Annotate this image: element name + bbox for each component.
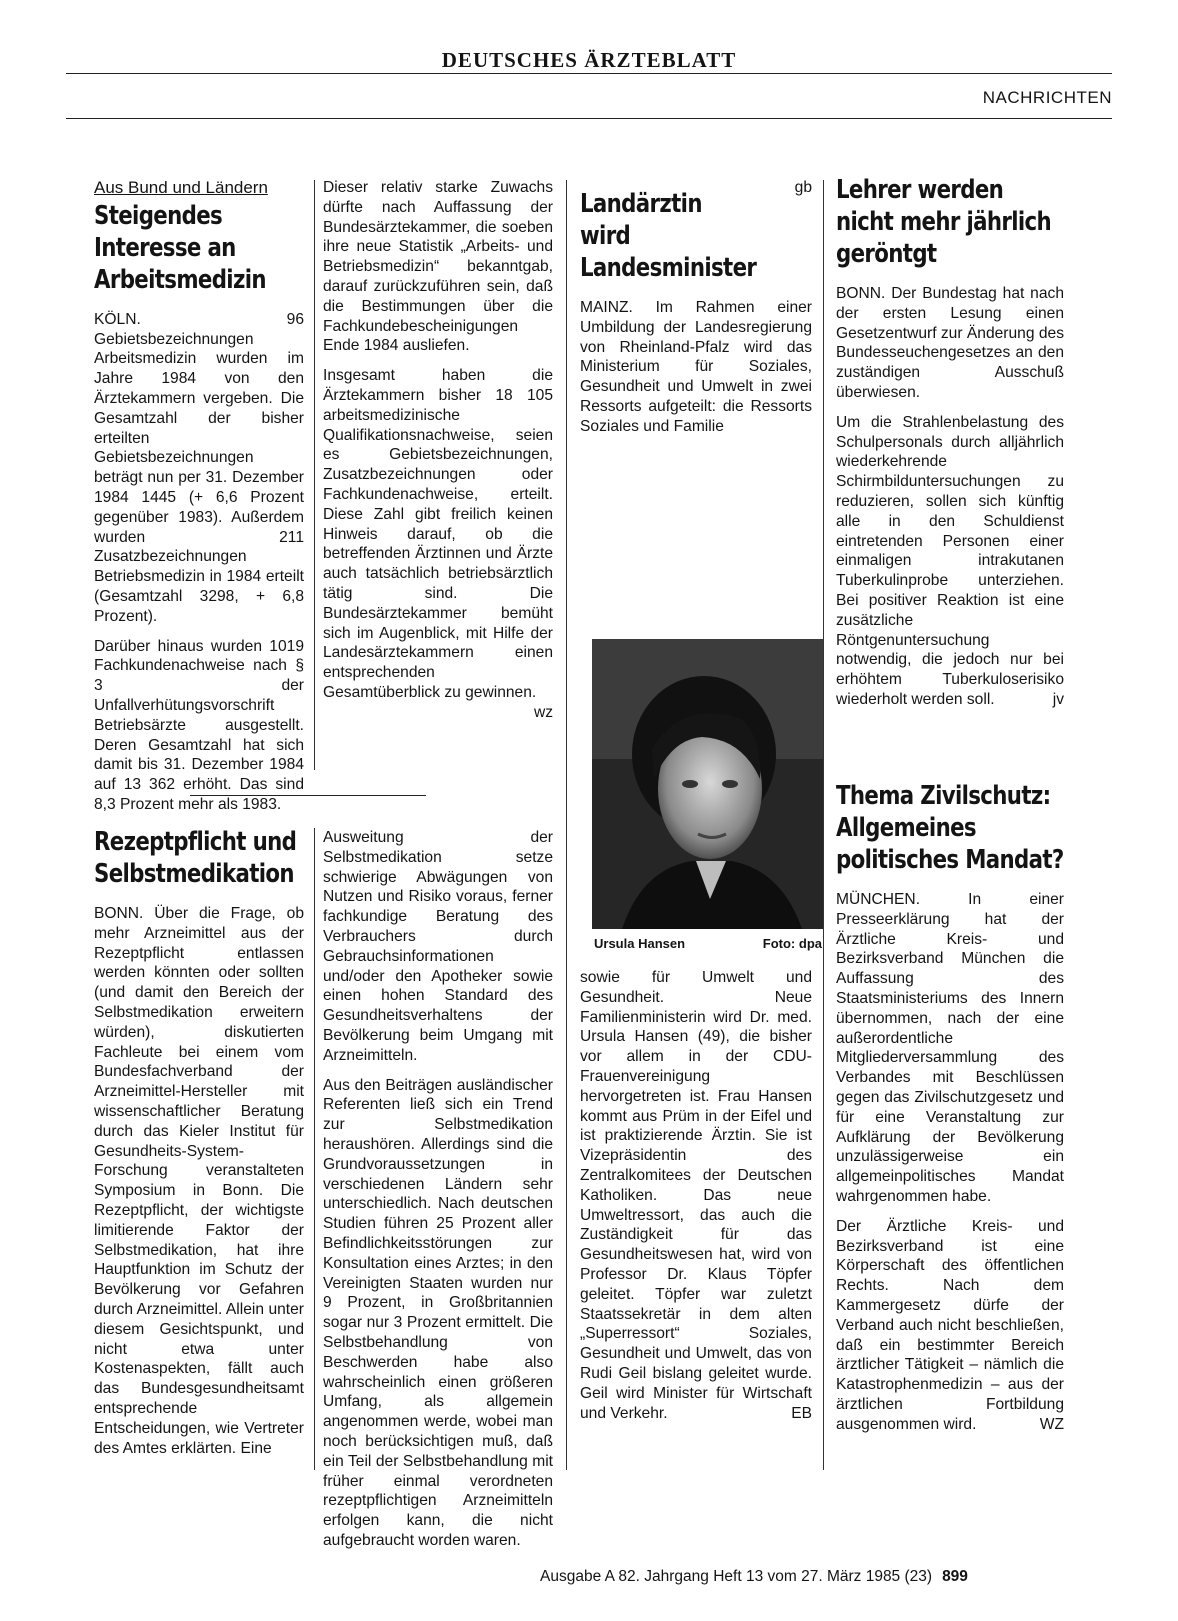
paragraph: BONN. Über die Frage, ob mehr Arzneimittel aus der Rezeptpflicht entlassen werden könnten oder sollten (und damit den Bereich der Selbstmedikation erweitern würden), diskutierten Fachleute bei einem vom Bundesfachverband der Arzneimittel-Hersteller mit wissenschaftlicher Beratung durch das Kieler Institut für Gesundheits-System-Forschung veranstalteten Symposium in Bonn. Die Rezeptpflicht, der wichtigste limitierende Faktor der Selbstmedikation, hat ihre Hauptfunktion im Schutz der Bevölkerung vor Gefahren durch Arzneimittel. Allein unter diesem Gesichtspunkt, und nicht etwa unter Kostenaspekten, fällt auch das Bundesgesundheitsamt entsprechende Entscheidungen, wie Vertreter des Amtes erklärten. Eine bbox=[94, 905, 304, 1457]
caption-credit: Foto: dpa bbox=[762, 936, 822, 951]
issue-info: Ausgabe A 82. Jahrgang Heft 13 vom 27. März 1985 (23) bbox=[540, 1568, 933, 1585]
paragraph bbox=[836, 1217, 1064, 1435]
column-rule bbox=[566, 180, 567, 1470]
paragraph bbox=[836, 413, 1064, 710]
headline-landaerztin: Landärztin wird Landesminister bbox=[580, 189, 757, 283]
kicker: Aus Bund und Ländern bbox=[94, 178, 268, 197]
article-lehrer-col4 bbox=[836, 174, 1064, 720]
headline-arbeitsmedizin: Steigendes Interesse an Arbeitsmedizin bbox=[94, 200, 266, 295]
paragraph: BONN. Der Bundestag hat nach der ersten Lesung einen Gesetzentwurf zur Änderung des Bundesseuchengesetzes an den zuständigen Ausschuß überwiesen. bbox=[836, 285, 1064, 401]
author-signature: wz bbox=[533, 703, 553, 721]
masthead: DEUTSCHES ÄRZTEBLATT bbox=[441, 48, 737, 72]
author-signature: gb bbox=[794, 179, 812, 196]
article-separator bbox=[190, 795, 426, 796]
column-rule bbox=[314, 180, 315, 770]
article-landaerztin-col3 bbox=[580, 178, 812, 447]
paragraph: MAINZ. Im Rahmen einer Umbildung der Landesregierung von Rheinland-Pfalz wird das Ministerium für Soziales, Gesundheit und Umwelt in zwei Ressorts aufgeteilt: die Ressorts Soziales und Familie bbox=[580, 299, 812, 435]
portrait-image bbox=[592, 639, 824, 929]
paragraph: Aus den Beiträgen ausländischer Referenten ließ sich ein Trend zur Selbstmedikation heraushören. Allerdings sind die Grundvoraussetzungen in verschiedenen Ländern sehr unterschiedlich. Nach deutschen Studien führen 25 Prozent aller Befindlichkeitsstörungen zur Konsultation eines Arztes; in den Vereinigten Staaten wurden nur 9 Prozent, in Großbritannien sogar nur 3 Prozent ermittelt. Die Selbstbehandlung von Beschwerden habe also wahrscheinlich einen größeren Umfang, als allgemein angenommen werde, wobei man noch berücksichtigen muß, daß ein Teil der Selbstbehandlung mit früher einmal verordneten rezeptpflichtigen Arzneimitteln erfolgen kann, die nicht aufgebraucht worden waren. bbox=[323, 1076, 553, 1549]
page-footer bbox=[540, 1568, 968, 1586]
article-landaerztin-col3-cont bbox=[580, 968, 812, 1433]
section-label: NACHRICHTEN bbox=[982, 88, 1112, 107]
portrait-photo bbox=[592, 639, 824, 929]
author-signature: WZ bbox=[1039, 1415, 1064, 1433]
paragraph-text: Um die Strahlenbelastung des Schulpersonals durch alljährlich wiederkehrende Schirmbilduntersuchungen zu reduzieren, sollen sich künftig alle in den Schuldienst eintretenden Personen einer einmaligen intrakutanen Tuberkulinprobe unterziehen. Bei positiver Reaktion ist eine zusätzliche Röntgenuntersuchung notwendig, die jedoch nur bei erhöhtem Tuberkuloserisiko wiederholt werden soll. bbox=[836, 413, 1064, 708]
paragraph-text: sowie für Umwelt und Gesundheit. Neue Familienministerin wird Dr. med. Ursula Hansen (49), die bisher vor allem in der CDU-Frauenvereinigung hervorgetreten ist. Frau Hansen kommt aus Prüm in der Eifel und ist praktizierende Ärztin. Sie ist Vizepräsidentin des Zentralkomitees der Deutschen Katholiken. Das neue Umweltressort, das auch die Zuständigkeit für das Gesundheitswesen hat, wird von Professor Dr. Klaus Töpfer geleitet. Töpfer war zuletzt Staatssekretär in dem alten „Superressort“ Soziales, Gesundheit und Umwelt, das von Rudi Geil bislang geleitet wurde. Geil wird Minister für Wirtschaft und Verkehr. bbox=[580, 969, 812, 1422]
paragraph: Ausweitung der Selbstmedikation setze schwierige Abwägungen von Nutzen und Risiko voraus, ferner fachkundige Beratung des Verbrauchers durch Gebrauchsinformationen und/oder den Apotheker sowie einen hohen Standard des Gesundheitsverhaltens der Bevölkerung beim Umgang mit Arzneimitteln. bbox=[323, 829, 553, 1064]
headline-rezept: Rezeptpflicht und Selbstmedikation bbox=[94, 827, 297, 889]
paragraph: Darüber hinaus wurden 1019 Fachkundenachweise nach § 3 der Unfallverhütungsvorschrift Betriebsärzte ausgestellt. Deren Gesamtzahl hat sich damit bis 31. Dezember 1984 auf 13 362 erhöht. Das sind 8,3 Prozent mehr als 1983. bbox=[94, 637, 304, 813]
column-rule bbox=[823, 180, 824, 1470]
article-arbeitsmedizin-col1 bbox=[94, 178, 304, 825]
article-arbeitsmedizin-col2 bbox=[323, 178, 553, 723]
header-rule bbox=[66, 118, 1112, 119]
paragraph bbox=[580, 968, 812, 1423]
author-signature: jv bbox=[1052, 690, 1064, 708]
headline-lehrer: Lehrer werden nicht mehr jährlich geröntgt bbox=[836, 175, 1052, 269]
article-zivilschutz-col4 bbox=[836, 780, 1064, 1445]
photo-caption bbox=[594, 936, 822, 951]
paragraph bbox=[323, 366, 553, 721]
article-rezept-col1 bbox=[94, 826, 304, 1468]
paragraph-text: Insgesamt haben die Ärztekammern bisher 18 105 arbeitsmedizinische Qualifikationsnachweise, seien es Gebietsbezeichnungen, Zusatzbezeichnungen oder Fachkundenachweise, erteilt. Diese Zahl gibt freilich keinen Hinweis darauf, ob die betreffenden Ärztinnen und Ärzte auch tatsächlich betriebsärztlich tätig sind. Die Bundesärztekammer bemüht sich im Augenblick, mit Hilfe der Landesärztekammern einen entsprechenden Gesamtüberblick zu gewinnen. bbox=[323, 367, 553, 701]
headline-zivilschutz: Thema Zivilschutz: Allgemeines politisches Mandat? bbox=[836, 781, 1064, 875]
author-signature: EB bbox=[791, 1404, 812, 1422]
column-rule bbox=[314, 828, 315, 1470]
masthead-rule bbox=[66, 73, 1112, 74]
caption-name: Ursula Hansen bbox=[594, 936, 686, 951]
page-number: 899 bbox=[942, 1568, 968, 1585]
paragraph: Dieser relativ starke Zuwachs dürfte nach Auffassung der Bundesärztekammer, die soeben ihre neue Statistik „Arbeits- und Betriebsmedizin“ bekanntgab, darauf zurückzuführen sein, daß die Bestimmungen über die Fachkundebescheinigungen Ende 1984 ausliefen. bbox=[323, 179, 553, 355]
paragraph: KÖLN. 96 Gebietsbezeichnungen Arbeitsmedizin wurden im Jahre 1984 von den Ärztekammern vergeben. Die Gesamtzahl der bisher erteilten Gebietsbezeichnungen beträgt nun per 31. Dezember 1984 1445 (+ 6,6 Prozent gegenüber 1983). Außerdem wurden 211 Zusatzbezeichnungen Betriebsmedizin in 1984 erteilt (Gesamtzahl 3298, + 6,8 Prozent). bbox=[94, 310, 304, 625]
article-rezept-col2 bbox=[323, 828, 553, 1561]
paragraph-text: Der Ärztliche Kreis- und Bezirksverband ist eine Körperschaft des öffentlichen Rechts. Nach dem Kammergesetz dürfe der Verband auch nicht beschließen, daß ein bestimmter Bereich ärztlicher Tätigkeit – nämlich die Katastrophenmedizin – aus der ärztlichen Fortbildung ausgenommen wird. bbox=[836, 1217, 1064, 1433]
paragraph: MÜNCHEN. In einer Presseerklärung hat der Ärztliche Kreis- und Bezirksverband München die Auffassung des Staatsministeriums des Innern übernommen, nach der eine außerordentliche Mitgliederversammlung des Verbandes mit Beschlüssen gegen das Zivilschutzgesetz und für eine Veranstaltung zur Aufklärung der Bevölkerung unzulässigerweise ein allgemeinpolitisches Mandat wahrgenommen habe. bbox=[836, 891, 1064, 1205]
